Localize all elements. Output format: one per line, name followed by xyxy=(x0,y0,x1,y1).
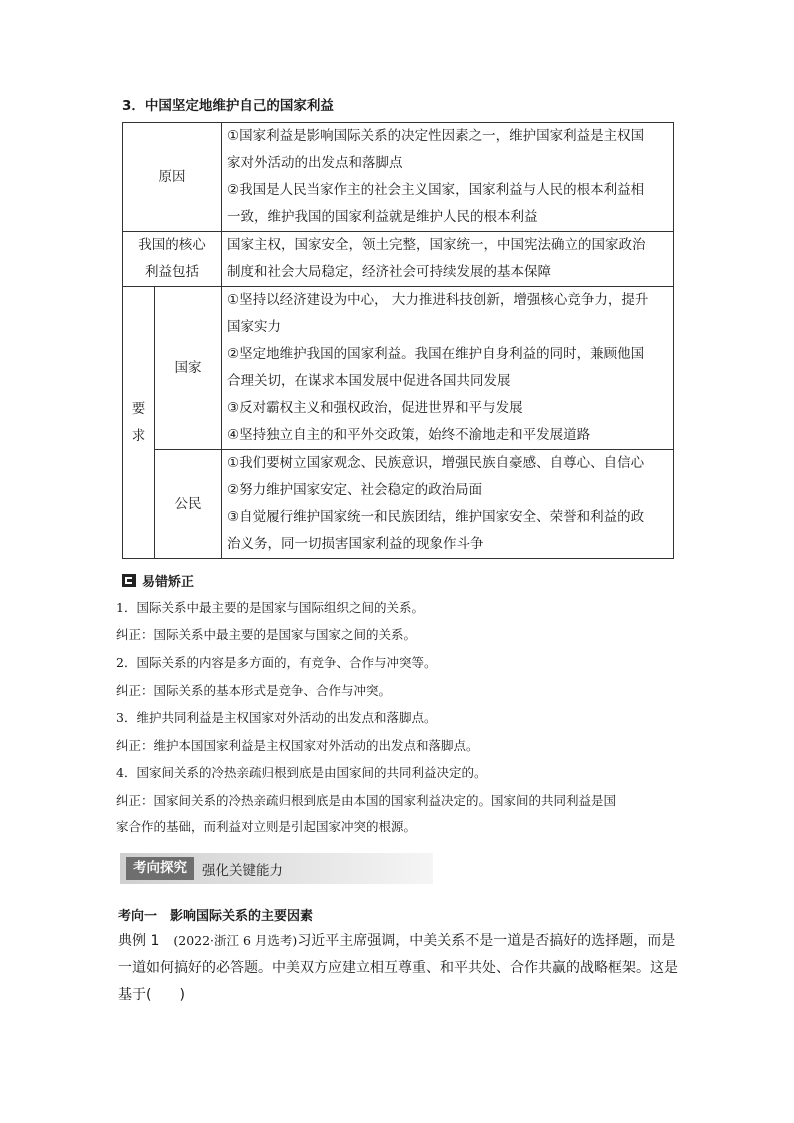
state-line: 合理关切，在谋求本国发展中促进各国共同发展 xyxy=(227,373,511,389)
reason-line: 家对外活动的出发点和落脚点 xyxy=(227,155,403,171)
example-line2: 一道如何搞好的必答题。中美双方应建立相互尊重、和平共处、合作共赢的战略框架。这是 xyxy=(118,960,678,976)
reason-label: 原因 xyxy=(123,123,222,232)
state-line: ③反对霸权主义和强权政治，促进世界和平与发展 xyxy=(227,400,523,416)
correction-item: 2．国际关系的内容是多方面的，有竞争、合作与冲突等。 xyxy=(116,655,437,670)
example-source: (2022·浙江 6 月选考) xyxy=(173,933,298,948)
banner-label: 考向探究 xyxy=(126,857,194,880)
core-line: 制度和社会大局稳定，经济社会可持续发展的基本保障 xyxy=(227,264,551,280)
correction-fix: 纠正：国际关系中最主要的是国家与国家之间的关系。 xyxy=(116,627,417,642)
reason-content xyxy=(222,123,674,232)
reason-line: ②我国是人民当家作主的社会主义国家，国家利益与人民的根本利益相 xyxy=(227,182,645,198)
state-line: ②坚定地维护我国的国家利益。我国在维护自身利益的同时，兼顾他国 xyxy=(227,346,645,362)
citizen-line: ②努力维护国家安定、社会稳定的政治局面 xyxy=(227,482,483,498)
error-correction-title: 易错矫正 xyxy=(142,575,195,590)
exploration-banner xyxy=(120,853,433,884)
core-label-line: 利益包括 xyxy=(145,264,199,280)
correction-fix: 纠正：国际关系的基本形式是竞争、合作与冲突。 xyxy=(116,683,392,698)
core-label-line: 我国的核心 xyxy=(138,237,206,253)
example-line3: 基于( ) xyxy=(118,987,185,1003)
state-line: 国家实力 xyxy=(227,319,281,335)
requirements-label-char: 要 xyxy=(131,400,146,417)
banner-subtitle: 强化关键能力 xyxy=(202,862,283,879)
table-row-requirements-citizen xyxy=(123,450,674,559)
core-interests-label xyxy=(123,232,222,287)
example-question xyxy=(118,927,683,1009)
state-label: 国家 xyxy=(155,287,222,450)
section-title: 3．中国坚定地维护自己的国家利益 xyxy=(122,98,334,114)
state-content xyxy=(222,287,674,450)
correction-fix: 纠正：国家间关系的冷热亲疏归根到底是由本国的国家利益决定的。国家间的共同利益是国 xyxy=(116,793,617,808)
table-row-requirements-state xyxy=(123,287,674,450)
correction-item: 4．国家间关系的冷热亲疏归根到底是由国家间的共同利益决定的。 xyxy=(116,765,487,780)
state-line: ④坚持独立自主的和平外交政策，始终不渝地走和平发展道路 xyxy=(227,427,591,443)
requirements-label-char: 求 xyxy=(131,427,146,444)
citizen-line: 治义务，同一切损害国家利益的现象作斗争 xyxy=(227,536,484,552)
section-badge-icon xyxy=(122,574,136,587)
example-label: 典例 1 xyxy=(118,933,174,949)
citizen-line: ①我们要树立国家观念、民族意识，增强民族自豪感、自尊心、自信心 xyxy=(227,455,645,471)
citizen-content xyxy=(222,450,674,559)
national-interest-table xyxy=(122,122,674,559)
table-row-reason xyxy=(123,123,674,232)
direction-title: 考向一 影响国际关系的主要因素 xyxy=(118,909,314,924)
requirements-label xyxy=(123,287,155,559)
citizen-label: 公民 xyxy=(155,450,222,559)
citizen-line: ③自觉履行维护国家统一和民族团结，维护国家安全、荣誉和利益的政 xyxy=(227,509,645,525)
reason-line: ①国家利益是影响国际关系的决定性因素之一，维护国家利益是主权国 xyxy=(227,128,645,144)
table-row-core-interests xyxy=(123,232,674,287)
correction-item: 1．国际关系中最主要的是国家与国际组织之间的关系。 xyxy=(116,600,424,615)
core-line: 国家主权，国家安全，领土完整，国家统一，中国宪法确立的国家政治 xyxy=(227,237,646,253)
reason-line: 一致，维护我国的国家利益就是维护人民的根本利益 xyxy=(227,209,538,225)
correction-fix: 纠正：维护本国国家利益是主权国家对外活动的出发点和落脚点。 xyxy=(116,738,479,753)
example-line1: 习近平主席强调，中美关系不是一道是否搞好的选择题，而是 xyxy=(297,933,676,949)
state-line: ①坚持以经济建设为中心， 大力推进科技创新，增强核心竞争力，提升 xyxy=(227,292,649,308)
correction-fix-continued: 家合作的基础，而利益对立则是引起国家冲突的根源。 xyxy=(116,819,417,834)
core-interests-content xyxy=(222,232,674,287)
correction-item: 3．维护共同利益是主权国家对外活动的出发点和落脚点。 xyxy=(116,710,437,725)
error-correction-heading xyxy=(122,571,194,590)
